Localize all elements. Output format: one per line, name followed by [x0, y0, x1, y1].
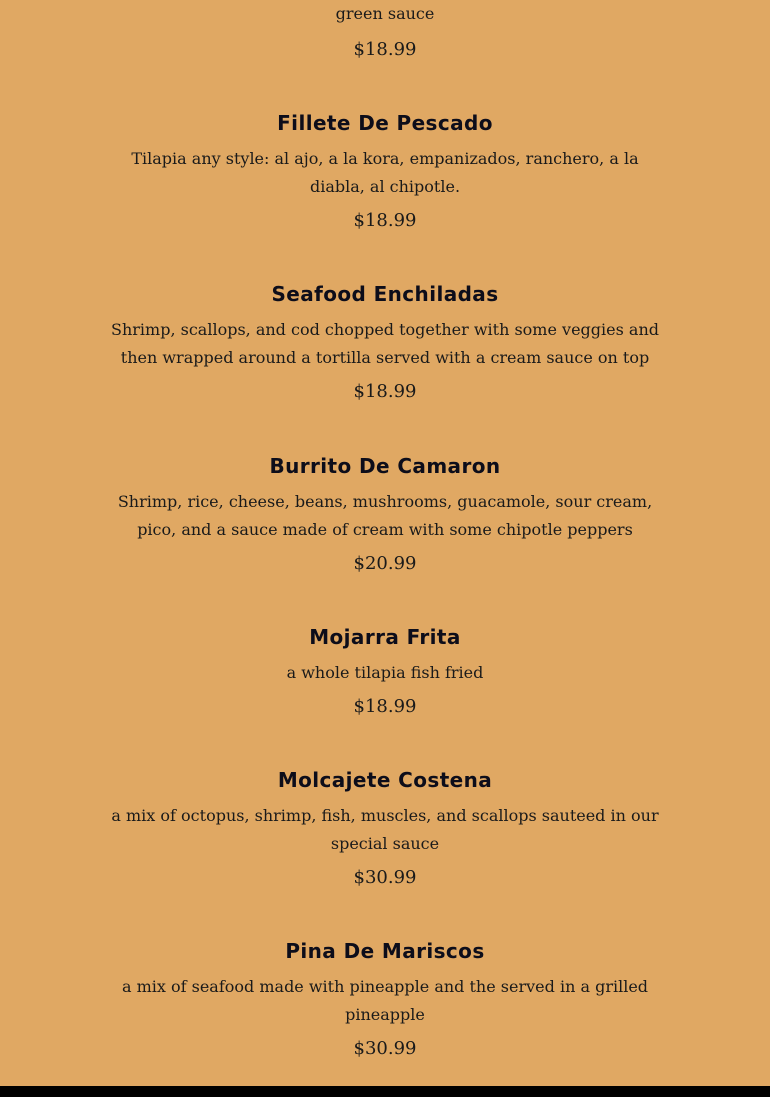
item-title: Fillete De Pescado	[277, 111, 493, 135]
item-description: Shrimp, scallops, and cod chopped together with some veggies and then wrapped around a tortilla served with a cream sauce on top	[111, 320, 659, 367]
item-price: $20.99	[353, 553, 417, 574]
menu-item-pina-de-mariscos	[110, 938, 660, 1061]
item-description: Tilapia any style: al ajo, a la kora, empanizados, ranchero, a la diabla, al chipotle.	[131, 149, 639, 196]
menu-item-seafood-enchiladas	[110, 281, 660, 404]
item-description: Shrimp, rice, cheese, beans, mushrooms, guacamole, sour cream, pico, and a sauce made of cream with some chipotle peppers	[117, 492, 653, 539]
item-price: $18.99	[353, 210, 417, 231]
item-title: Mojarra Frita	[309, 625, 461, 649]
item-title: Molcajete Costena	[277, 768, 493, 792]
item-price: $18.99	[353, 381, 417, 402]
item-description: a whole tilapia fish fried	[286, 663, 484, 682]
item-description: green sauce	[335, 4, 435, 23]
item-price: $30.99	[353, 1038, 417, 1059]
menu-item-mojarra-frita	[110, 624, 660, 719]
menu-item-burrito-de-camaron	[110, 453, 660, 576]
item-price: $18.99	[353, 696, 417, 717]
item-price: $18.99	[353, 39, 417, 60]
item-description: a mix of octopus, shrimp, fish, muscles, and scallops sauteed in our special sauce	[111, 806, 659, 853]
item-title: Burrito De Camaron	[269, 454, 501, 478]
menu-item-fillete-de-pescado	[110, 110, 660, 233]
menu-item-molcajete-costena	[110, 767, 660, 890]
item-title: Seafood Enchiladas	[271, 282, 499, 306]
item-title: Pina De Mariscos	[285, 939, 485, 963]
item-description: a mix of seafood made with pineapple and the served in a grilled pineapple	[121, 977, 649, 1024]
footer-bar	[0, 1086, 770, 1097]
item-price: $30.99	[353, 867, 417, 888]
